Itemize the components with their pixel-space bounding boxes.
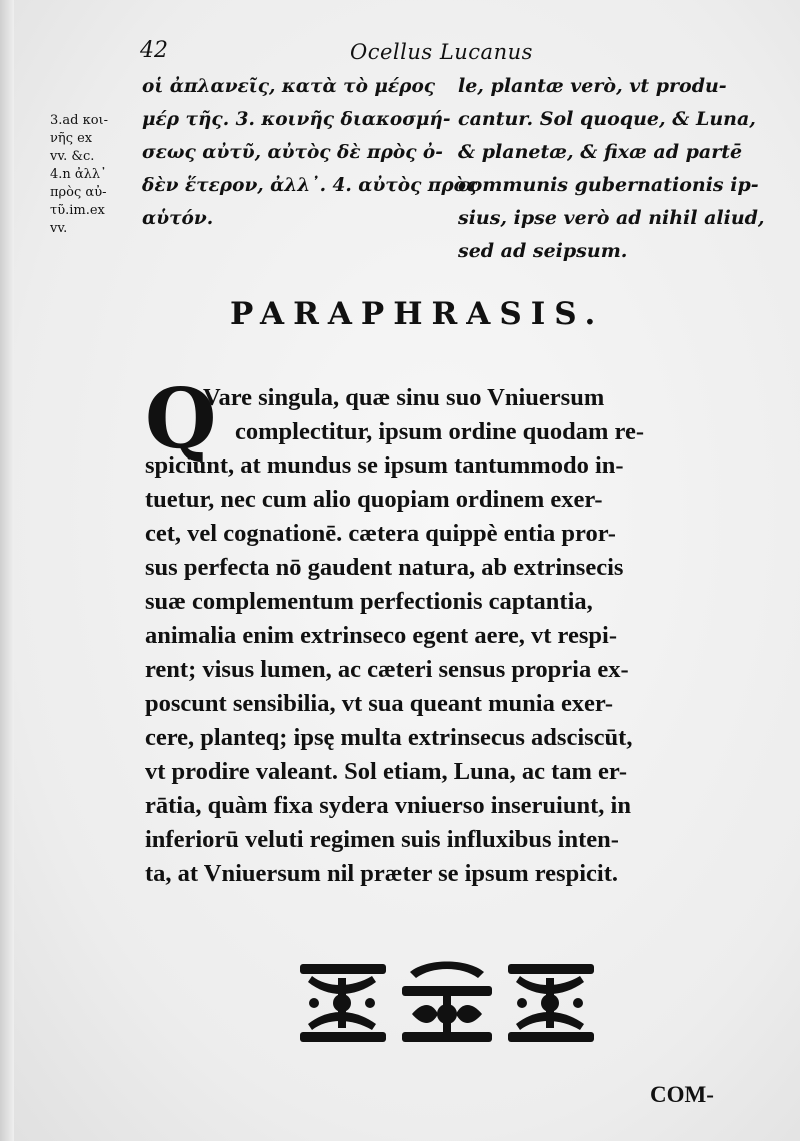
paragraph-line: inferiorū veluti regimen suis influxibus inten- — [145, 826, 619, 853]
margin-note-line: νῆς ex — [50, 131, 93, 146]
latin-line: sed ad seipsum. — [458, 240, 628, 262]
paragraph-line: animalia enim extrinseco egent aere, vt respi- — [145, 622, 617, 649]
greek-line: μέρ τῆς. 3. κοινῆς διακοσμή- — [142, 109, 451, 130]
catchword: COM- — [650, 1082, 714, 1107]
drop-cap: Q — [145, 371, 217, 467]
paragraph-line: sus perfecta nō gaudent natura, ab extrinsecis — [145, 554, 624, 581]
latin-translation-column — [458, 70, 770, 268]
latin-line: le, plantæ verò, vt produ- — [458, 75, 727, 97]
greek-line: οἱ ἀπλανεῖς, κατὰ τὸ μέρος — [142, 76, 436, 97]
greek-line: αὑτόν. — [142, 208, 214, 229]
paragraph-line: rent; visus lumen, ac cæteri sensus propria ex- — [145, 656, 629, 683]
paragraph-line: vt prodire valeant. Sol etiam, Luna, ac tam er- — [145, 758, 628, 785]
page-header — [0, 38, 800, 68]
paragraph-line: rātia, quàm fixa sydera vniuerso inseruiunt, in — [145, 792, 631, 819]
section-title: PARAPHRASIS. — [230, 296, 605, 332]
margin-note-line: πρὸς αὐ- — [50, 185, 107, 200]
margin-note-line: vv. &c. — [50, 149, 95, 164]
paragraph-line: suæ complementum perfectionis captantia, — [145, 588, 593, 615]
greek-line: σεως αὐτῦ, αὐτὸς δὲ πρὸς ὀ- — [142, 142, 443, 163]
page-gutter-shadow — [0, 0, 14, 1141]
paragraph-line: ta, at Vniuersum nil præter se ipsum respicit. — [145, 860, 618, 887]
margin-note-line: 4.n ἀλλ᾽ — [50, 167, 107, 182]
paragraph-line: Vare singula, quæ sinu suo Vniuersum — [203, 384, 605, 411]
paragraph-line: cet, vel cognationē. cætera quippè entia pror- — [145, 520, 616, 547]
paragraph-line: spiciunt, at mundus se ipsum tantummodo in- — [145, 452, 624, 479]
paragraph-line: tuetur, nec cum alio quopiam ordinem exer- — [145, 486, 603, 513]
page-number: 42 — [140, 38, 168, 63]
greek-line: δὲν ἕτερον, ἀλλ᾽. 4. αὐτὸς πρὸς — [142, 175, 478, 196]
running-head: Ocellus Lucanus — [350, 40, 533, 64]
ornament-block-right — [508, 964, 594, 1042]
margin-note-line: 3.ad κοι- — [50, 113, 109, 128]
printers-ornament — [292, 958, 602, 1048]
paragraph-line: poscunt sensibilia, vt sua queant munia exer- — [145, 690, 614, 717]
margin-note-line: τῦ.im.ex — [50, 203, 105, 218]
latin-line: cantur. Sol quoque, & Luna, — [458, 108, 756, 130]
paragraph-line: complectitur, ipsum ordine quodam re- — [235, 418, 645, 445]
ornament-block-center — [402, 962, 492, 1043]
latin-line: communis gubernationis ip- — [458, 174, 759, 196]
ornament-block-left — [300, 964, 386, 1042]
greek-text-column — [142, 70, 478, 235]
margin-note — [50, 112, 130, 238]
margin-note-line: vv. — [50, 221, 68, 236]
paragraph-line: cere, planteq; ipsę multa extrinsecus adsciscūt, — [145, 724, 633, 751]
latin-line: & planetæ, & fixæ ad partē — [458, 141, 743, 163]
latin-line: sius, ipse verò ad nihil aliud, — [458, 207, 765, 229]
